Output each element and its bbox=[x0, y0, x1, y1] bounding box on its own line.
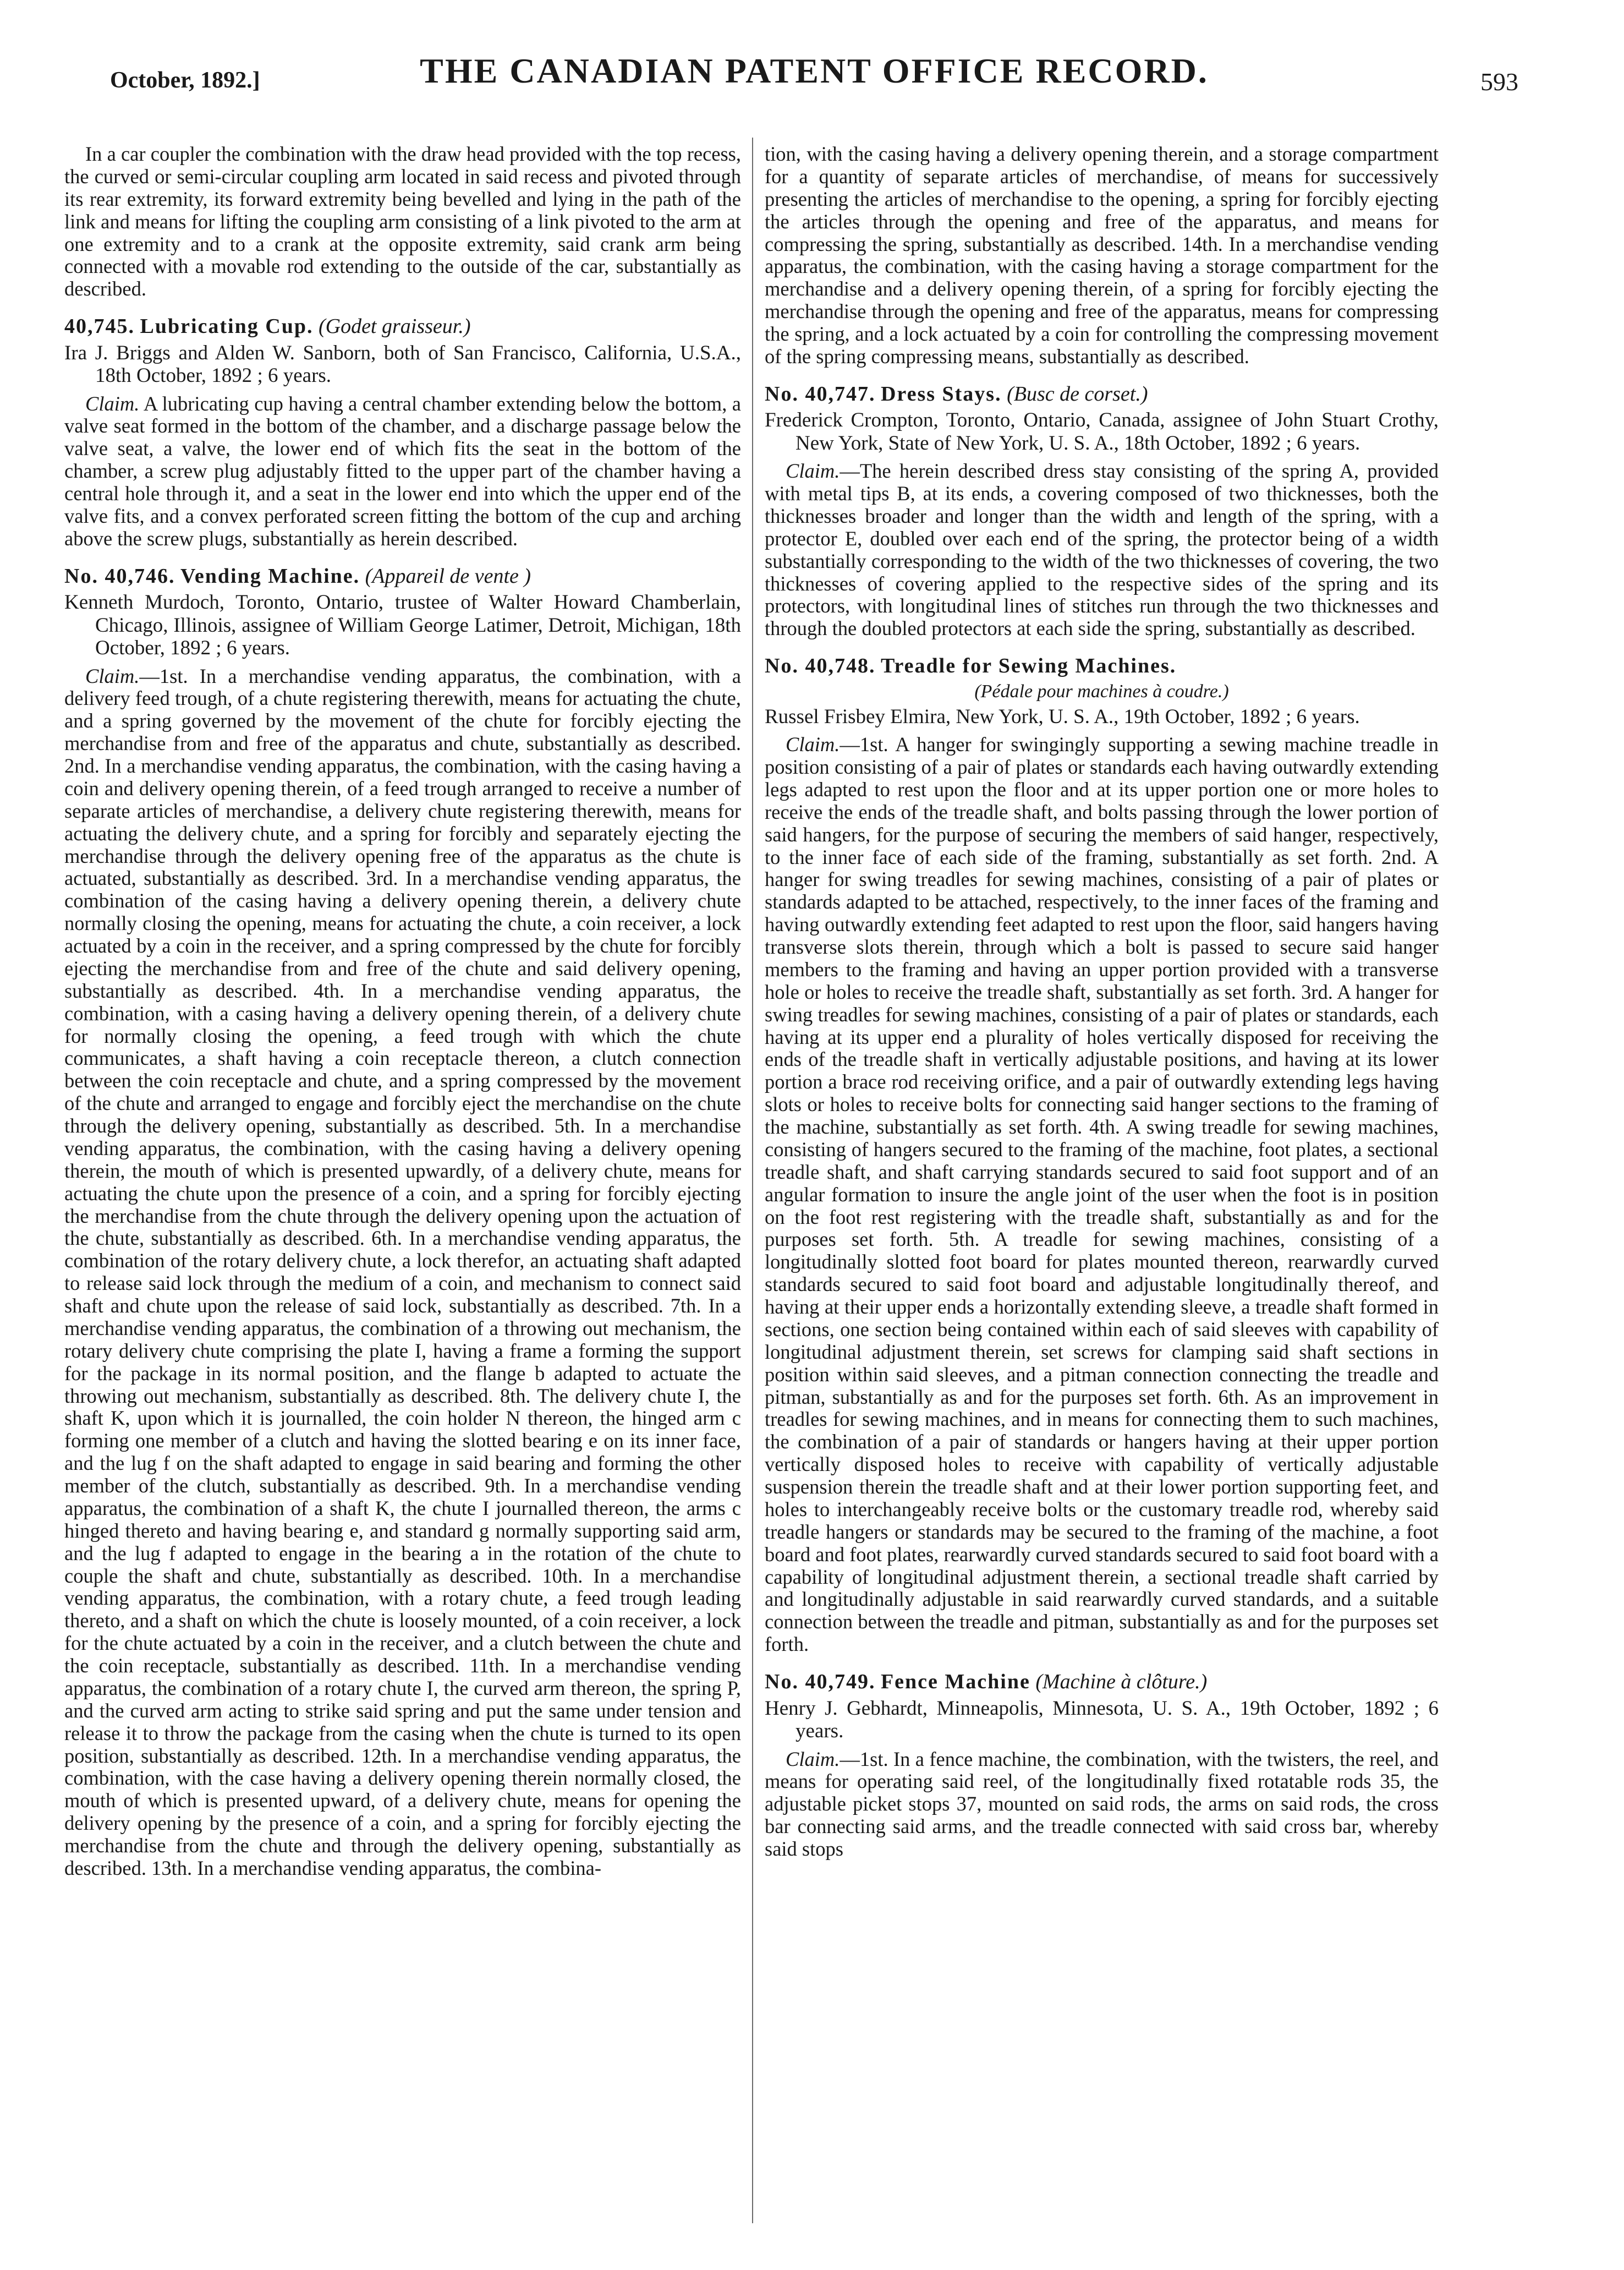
patent-title: Fence Machine bbox=[880, 1670, 1030, 1694]
claim-text: —The herein described dress stay consisting of the spring A, provided with metal tips B, at its ends, a covering composed of two thicknesses, both the thicknesses broader and longer than the width and length of the spring, with a protector E, doubled over each end of the spring, the protector being of a width substantially corresponding to the width of the two thicknesses of covering, the two thicknesses of covering applied to the respective sides of the spring and its protectors, with longitudinal lines of stitches run through the two thicknesses and through the doubled protectors at each side the spring, substantially as described. bbox=[765, 460, 1439, 640]
patent-entry-40748 bbox=[765, 654, 1439, 1656]
claim-text: —1st. In a merchandise vending apparatus, the combination, with a delivery feed trough, of a chute registering therewith, means for actuating the chute, and a spring governed by the movement of the chute for forcibly ejecting the merchandise from and free of the apparatus and chute, substantially as described. 2nd. In a merchandise vending apparatus, the combination, with the casing having a coin and delivery opening therein, of a feed trough arranged to receive a number of separate articles of merchandise, a delivery chute registering therewith, means for actuating the delivery chute, and a spring for forcibly and separately ejecting the merchandise through the delivery opening free of the apparatus as the chute is actuated, substantially as described. 3rd. In a merchandise vending apparatus, the combination of the casing having a delivery opening therein, a delivery chute normally closing the opening, means for actuating the chute, a coin receiver, a lock actuated by a coin in the receiver, and a spring compressed by the chute for forcibly ejecting the merchandise from and free of the chute and said delivery opening, substantially as described. 4th. In a merchandise vending apparatus, the combination, with a casing having a delivery opening therein, of a delivery chute for normally closing the opening, a feed trough with which the chute communicates, a shaft having a coin receptacle thereon, a clutch connection between the coin receptacle and chute, and a spring compressed by the movement of the chute and arranged to engage and forcibly eject the merchandise on the chute through the delivery opening, substantially as described. 5th. In a merchandise vending apparatus, the combination, with the casing having a delivery opening therein, the mouth of which is presented upwardly, of a delivery chute, means for actuating the chute upon the presence of a coin, and a spring for forcibly ejecting the merchandise from the chute through the delivery opening upon the actuation of the chute, substantially as described. 6th. In a merchandise vending apparatus, the combination of the rotary delivery chute, a lock therefor, an actuating shaft adapted to release said lock through the medium of a coin, and mechanism to connect said shaft and chute upon the release of said lock, substantially as described. 7th. In a merchandise vending apparatus, the combination of a throwing out mechanism, the rotary delivery chute comprising the plate I, having a frame a forming the support for the package in its normal position, and the flange b adapted to actuate the throwing out mechanism, substantially as described. 8th. The delivery chute I, the shaft K, upon which it is journalled, the coin holder N thereon, the hinged arm c forming one member of a clutch and having the slotted bearing e on its inner face, and the lug f on the shaft adapted to engage in said bearing and forming the other member of the clutch, substantially as described. 9th. In a merchandise vending apparatus, the combination of a shaft K, the chute I journalled thereon, the arms c hinged thereto and having bearing e, and standard g normally supporting said arm, and the lug f adapted to engage in the bearing a in the rotation of the chute to couple the shaft and chute, substantially as described. 10th. In a merchandise vending apparatus, the combination, with a rotary chute, a feed trough leading thereto, and a shaft on which the chute is loosely mounted, of a coin receiver, a lock for the chute actuated by a coin in the receiver, and a clutch between the chute and the coin receptacle, substantially as described. 11th. In a merchandise vending apparatus, the combination of a rotary chute I, the curved arm thereon, the spring P, and the curved arm acting to strike said spring and put the same under tension and release it to throw the package from the casing when the chute is turned to its open position, substantially as described. 12th. In a merchandise vending apparatus, the combination, with the case having a delivery opening therein normally closed, the mouth of which is presented upward, of a delivery chute, means for opening the delivery opening by the presence of a coin, and a spring for forcibly ejecting the merchandise from the chute and through the delivery opening, substantially as described. 13th. In a merchandise vending apparatus, the combina- bbox=[64, 664, 741, 1879]
claim-text: A lubricating cup having a central chamber extending below the bottom, a valve seat formed in the bottom of the chamber, and a discharge passage below the valve seat, a valve, the lower end of which fits the seat in the bottom of the chamber, a screw plug adjustably fitted to the upper part of the chamber having a central hole through it, and a seat in the lower end into which the upper end of the valve fits, and a convex perforated screen fitting the bottom of the cup and arching above the screw plugs, substantially as herein described. bbox=[64, 392, 741, 550]
patent-claim bbox=[765, 460, 1439, 640]
column-divider bbox=[752, 138, 753, 2223]
patent-grantee: Frederick Crompton, Toronto, Ontario, Canada, assignee of John Stuart Crothy, New York, State of New York, U. S. A., 18th October, 1892 ; 6 years. bbox=[765, 409, 1439, 455]
patent-entry-40747 bbox=[765, 382, 1439, 640]
claim-label: Claim. bbox=[786, 733, 840, 756]
patent-french-title: (Appareil de vente ) bbox=[365, 564, 531, 588]
patent-heading bbox=[765, 382, 1439, 406]
patent-number: No. 40,749. bbox=[765, 1670, 876, 1694]
claim-label: Claim. bbox=[85, 664, 140, 687]
claim-text: —1st. In a fence machine, the combination, with the twisters, the reel, and means for operating said reel, of the longitudinally fixed rotatable rods 35, the adjustable picket stops 37, mounted on said rods, the arms on said rods, the cross bar connecting said arms, and the treadle connected with said cross bar, whereby said stops bbox=[765, 1747, 1439, 1861]
continued-claim-text: In a car coupler the combination with the draw head provided with the top recess, the curved or semi-circular coupling arm located in said recess and pivoted through its rear extremity, its forward extremity being bevelled and lying in the path of the link and means for lifting the coupling arm consisting of a link pivoted to the arm at one extremity and to a crank at the opposite extremity, said crank arm being connected with a movable rod extending to the outside of the car, substantially as described. bbox=[64, 143, 741, 300]
claim-label: Claim. bbox=[85, 392, 140, 415]
patent-heading bbox=[64, 315, 741, 338]
patent-grantee: Ira J. Briggs and Alden W. Sanborn, both of San Francisco, California, U.S.A., 18th October, 1892 ; 6 years. bbox=[64, 341, 741, 387]
continued-claim-text: tion, with the casing having a delivery opening therein, and a storage compartment for a quantity of separate articles of merchandise, of means for successively presenting the articles of merchandise to the opening, a spring for forcibly ejecting the articles through the opening and free of the apparatus, and means for compressing the spring, substantially as described. 14th. In a merchandise vending apparatus, the combination, with the casing having a storage compartment for the merchandise and a delivery opening therein, of a spring for forcibly ejecting the merchandise through the opening and free of the apparatus, means for compressing the spring, and a lock actuated by a coin for controlling the compressing movement of the spring compressing means, substantially as described. bbox=[765, 143, 1439, 368]
patent-heading bbox=[765, 654, 1439, 678]
patent-title: Dress Stays. bbox=[880, 382, 1002, 406]
patent-claim bbox=[64, 665, 741, 1880]
patent-number: No. 40,746. bbox=[64, 564, 175, 588]
patent-heading bbox=[64, 565, 741, 588]
claim-label: Claim. bbox=[786, 1747, 840, 1770]
patent-grantee: Henry J. Gebhardt, Minneapolis, Minnesota, U. S. A., 19th October, 1892 ; 6 years. bbox=[765, 1697, 1439, 1743]
patent-title: Lubricating Cup. bbox=[140, 315, 314, 338]
patent-claim bbox=[765, 1748, 1439, 1861]
patent-number: 40,745. bbox=[64, 315, 135, 338]
journal-title: THE CANADIAN PATENT OFFICE RECORD. bbox=[420, 51, 1209, 90]
patent-french-title: (Pédale pour machines à coudre.) bbox=[974, 681, 1229, 702]
patent-french-title: (Machine à clôture.) bbox=[1035, 1670, 1208, 1694]
right-column bbox=[765, 143, 1439, 1867]
patent-title: Treadle for Sewing Machines. bbox=[880, 654, 1177, 678]
patent-grantee: Russel Frisbey Elmira, New York, U. S. A., 19th October, 1892 ; 6 years. bbox=[765, 705, 1360, 728]
page-number: 593 bbox=[1480, 68, 1518, 96]
claim-text: —1st. A hanger for swingingly supporting a sewing machine treadle in position consisting of a pair of plates or standards each having outwardly extending legs adapted to rest upon the floor and at its upper portion one or more holes to receive the ends of the treadle shaft, and bolts passing through the lower portion of said hangers, for the purpose of securing the members of said hanger, respectively, to the inner face of each side of the framing, substantially as set forth. 2nd. A hanger for swing treadles for sewing machines, consisting of a pair of plates or standards adapted to be attached, respectively, to the inner faces of the framing and having outwardly extending feet adapted to rest upon the floor, said hangers having transverse slots therein, through which a bolt is passed to secure said hanger members to the framing and having an upper portion provided with a transverse hole or holes to receive the treadle shaft, substantially as set forth. 3rd. A hanger for swing treadles for sewing machines, consisting of a pair of plates or standards, each having at its upper end a plurality of holes vertically disposed for receiving the ends of the treadle shaft in vertically adjustable positions, and having at its lower portion a brace rod receiving orifice, and a pair of outwardly extending legs having slots or holes to receive bolts for connecting said hanger sections to the framing of the machine, substantially as set forth. 4th. A swing treadle for sewing machines, consisting of hangers secured to the framing of the machine, foot plates, a sectional treadle shaft, and shaft carrying standards secured to said foot support and of an angular formation to insure the angle joint of the user when the foot is in position on the foot rest registering with the treadle shaft, substantially as and for the purposes set forth. 5th. A treadle for sewing machines, consisting of a longitudinally slotted foot board for plates mounted thereon, rearwardly curved standards secured to said foot board and adjustable longitudinally thereof, and having at their upper ends a horizontally extending sleeve, a treadle shaft formed in sections, one section being contained within each of said sleeves with capability of longitudinal adjustment therein, set screws for clamping said shaft sections in position within said sleeves, and a pitman connection connecting the treadle and pitman, substantially as and for the purposes set forth. 6th. As an improvement in treadles for sewing machines, and in means for connecting them to such machines, the combination of a pair of standards or hangers having at their upper portion vertically disposed holes to receive with capability of vertically adjustable suspension therein the treadle shaft and at their lower portion supporting feet, and holes to interchangeably receive bolts or the customary treadle rod, whereby said treadle hangers or standards may be secured to the framing of the machine, a foot board and foot plates, rearwardly curved standards secured to said foot board with a capability of longitudinal adjustment therein, a sectional treadle shaft carried by and longitudinally adjustable in said rearwardly curved standards, and a suitable connection between the treadle and pitman, substantially as and for the purposes set forth. bbox=[765, 733, 1439, 1656]
patent-entry-40749 bbox=[765, 1670, 1439, 1861]
left-column bbox=[64, 143, 741, 1886]
patent-grantee: Kenneth Murdoch, Toronto, Ontario, trustee of Walter Howard Chamberlain, Chicago, Illinois, assignee of William George Latimer, Detroit, Michigan, 18th October, 1892 ; 6 years. bbox=[64, 591, 741, 660]
patent-title: Vending Machine. bbox=[180, 564, 360, 588]
claim-label: Claim. bbox=[786, 460, 840, 483]
patent-french-title: (Busc de corset.) bbox=[1007, 382, 1148, 406]
patent-entry-40745 bbox=[64, 315, 741, 550]
patent-claim bbox=[64, 393, 741, 550]
page-header bbox=[110, 51, 1518, 111]
patent-claim bbox=[765, 734, 1439, 1656]
issue-date: October, 1892.] bbox=[110, 68, 260, 93]
patent-number: No. 40,748. bbox=[765, 654, 876, 678]
patent-entry-40746 bbox=[64, 565, 741, 1880]
patent-heading bbox=[765, 1670, 1439, 1694]
patent-french-title: (Godet graisseur.) bbox=[318, 315, 471, 338]
patent-number: No. 40,747. bbox=[765, 382, 876, 406]
